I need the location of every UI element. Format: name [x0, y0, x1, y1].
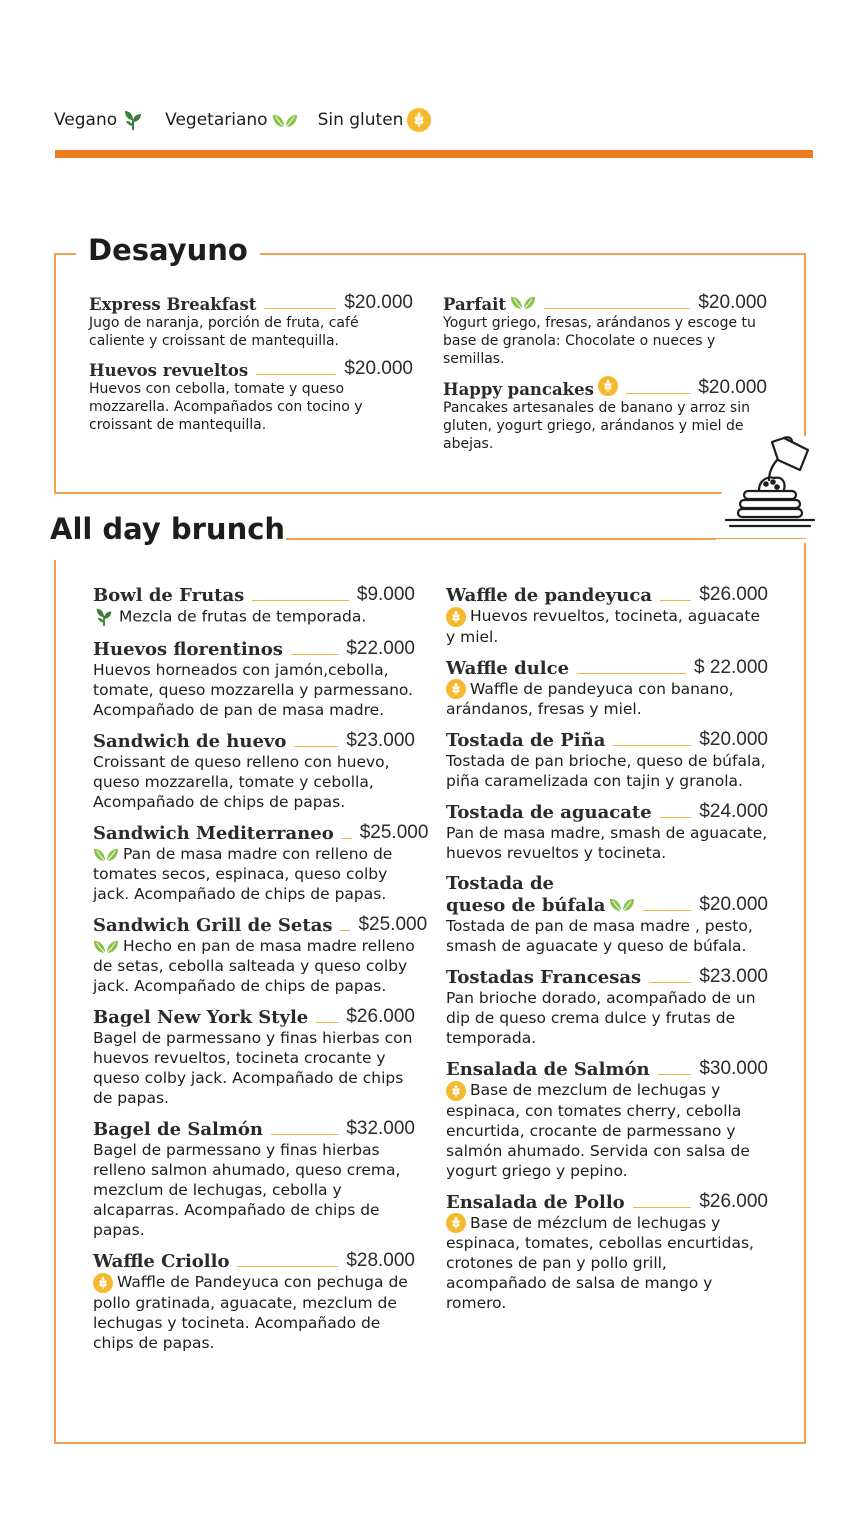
menu-item-header [446, 1191, 768, 1213]
gluten-free-wheat-icon [446, 1081, 466, 1101]
menu-item-description [446, 823, 768, 863]
menu-item-name: Huevos florentinos [93, 639, 283, 660]
menu-item-name-line1: Tostada de [446, 873, 554, 894]
menu-item-name: Bagel de Salmón [93, 1119, 263, 1140]
menu-item-price: $26.000 [699, 1190, 768, 1212]
menu-item-price: $22.000 [346, 638, 415, 659]
menu-item-description-text: Pan de masa madre con relleno de tomates secos, espinaca, queso colby jack. Acompañado de chips de papas. [93, 845, 393, 903]
desayuno-right-column [443, 292, 767, 453]
menu-item [93, 1118, 415, 1240]
menu-item-price: $24.000 [699, 801, 768, 822]
menu-item-description-text: Base de mézclum de lechugas y espinaca, tomates, cebollas encurtidas, crotones de pan y pollo grill, acompañado de salsa de mango y romero. [446, 1213, 754, 1312]
menu-item-description [89, 314, 413, 350]
menu-item [446, 584, 768, 647]
menu-item-header [93, 822, 429, 844]
menu-item-price: $20.000 [699, 729, 768, 750]
price-leader-line [660, 600, 691, 601]
price-leader-line [660, 817, 692, 818]
menu-item-description [93, 1028, 415, 1108]
menu-item-header [93, 1250, 415, 1272]
menu-item-price: $20.000 [698, 377, 767, 398]
legend-gluten-free-label: Sin gluten [317, 110, 404, 130]
menu-item [446, 1191, 768, 1314]
menu-item-header [446, 801, 768, 823]
menu-item-header [93, 584, 415, 606]
menu-item-name: Sandwich Mediterraneo [93, 823, 334, 844]
menu-item-price: $20.000 [699, 894, 768, 915]
menu-item-header [446, 894, 768, 916]
menu-item-header [446, 966, 768, 988]
price-leader-line [613, 745, 691, 746]
menu-item-header [443, 292, 767, 314]
menu-item-name: Waffle de pandeyuca [446, 585, 652, 606]
menu-item-description [93, 660, 415, 720]
menu-item-description [446, 606, 768, 647]
menu-item [93, 584, 415, 628]
menu-item-name: Huevos revueltos [89, 361, 249, 380]
menu-item-description-text: Huevos revueltos, tocineta, aguacate y miel. [446, 607, 761, 646]
menu-item-price: $25.000 [358, 914, 428, 935]
menu-item-description [93, 936, 415, 996]
menu-item-description-text: Pancakes artesanales de banano y arroz sin gluten, yogurt griego, arándanos y miel de abejas. [443, 400, 750, 452]
menu-item [93, 1006, 415, 1108]
price-leader-line [271, 1134, 338, 1135]
legend-vegetarian [165, 110, 297, 130]
menu-item-description-text: Pan de masa madre, smash de aguacate, huevos revueltos y tocineta. [446, 824, 768, 862]
menu-item [446, 801, 768, 863]
legend-vegan [54, 108, 145, 132]
menu-item-description-text: Huevos horneados con jamón,cebolla, tomate, queso mozzarella y parmessano. Acompañado de pan de masa madre. [93, 661, 414, 719]
desayuno-left-column [89, 292, 413, 434]
menu-item-description [93, 1272, 415, 1353]
price-leader-line [316, 1022, 338, 1023]
price-leader-line [256, 374, 336, 375]
price-leader-line [294, 746, 338, 747]
brunch-title-rule [286, 538, 716, 540]
menu-item-name: Bagel New York Style [93, 1007, 309, 1028]
price-leader-line [633, 1207, 692, 1208]
brunch-title: All day brunch [40, 512, 297, 546]
menu-item-description-text: Hecho en pan de masa madre relleno de setas, cebolla salteada y queso colby jack. Acompañado de chips de papas. [93, 937, 415, 995]
diet-legend [54, 108, 451, 132]
legend-vegan-label: Vegano [54, 110, 118, 130]
menu-item-price: $20.000 [344, 292, 413, 313]
menu-item-description [443, 314, 767, 368]
menu-item-description [93, 606, 415, 628]
header-divider [55, 150, 813, 158]
menu-item-description-text: Yogurt griego, fresas, arándanos y escoge tu base de granola: Chocolate o nueces y semillas. [443, 315, 756, 367]
menu-item-price: $32.000 [346, 1118, 415, 1139]
menu-item-description [446, 916, 768, 956]
menu-item-header [443, 376, 767, 399]
menu-item [446, 657, 768, 720]
menu-item-header [446, 729, 768, 751]
price-leader-line [340, 930, 350, 931]
desayuno-title: Desayuno [76, 233, 260, 267]
menu-item-description [89, 380, 413, 434]
menu-item-description [446, 1080, 768, 1181]
gluten-free-wheat-icon [446, 607, 466, 627]
vegan-leaf-icon [93, 606, 115, 628]
menu-item-header [446, 584, 768, 606]
pancakes-illustration [722, 436, 822, 536]
menu-item-name: Parfait [443, 295, 507, 314]
menu-item-description-text: Base de mezclum de lechugas y espinaca, con tomates cherry, cebolla encurtida, crocante de parmessano y salmón ahumado. Servida con salsa de yogurt griego y pepino. [446, 1081, 750, 1180]
gluten-free-wheat-icon [446, 679, 466, 699]
price-leader-line [237, 1266, 338, 1267]
price-leader-line [643, 910, 691, 911]
menu-item-header [446, 657, 768, 679]
menu-item [446, 729, 768, 791]
menu-item-header [93, 914, 428, 936]
menu-item-name: Sandwich de huevo [93, 731, 287, 752]
menu-item-price: $ 22.000 [694, 656, 768, 678]
menu-item-price: $9.000 [356, 584, 415, 605]
price-leader-line [658, 1074, 692, 1075]
menu-item [446, 966, 768, 1048]
menu-item-description-text: Croissant de queso relleno con huevo, queso mozzarella, tomate y cebolla, Acompañado de chips de papas. [93, 753, 390, 811]
vegetarian-leaf-icon [272, 112, 298, 129]
menu-item-header [93, 638, 415, 660]
brunch-left-column [93, 584, 429, 1353]
menu-item-name: queso de búfala [446, 895, 606, 916]
menu-item [446, 1058, 768, 1181]
menu-item-description-text: Huevos con cebolla, tomate y queso mozzarella. Acompañados con tocino y croissant de mantequilla. [89, 381, 363, 433]
vegan-leaf-icon [121, 108, 145, 132]
menu-item-price: $23.000 [346, 730, 415, 751]
menu-item-description [93, 1140, 415, 1240]
menu-item-name: Bowl de Frutas [93, 585, 245, 606]
menu-item-description [446, 1213, 768, 1314]
menu-item-description [446, 988, 768, 1048]
menu-item-name: Happy pancakes [443, 380, 594, 399]
menu-item-price: $26.000 [699, 584, 768, 605]
gluten-free-wheat-icon [598, 376, 618, 396]
menu-item-header [93, 1006, 415, 1028]
menu-item-price: $26.000 [346, 1006, 415, 1027]
vegetarian-leaf-icon [609, 896, 635, 913]
menu-item-price: $20.000 [344, 358, 413, 379]
price-leader-line [252, 600, 349, 601]
menu-item-price: $28.000 [346, 1250, 415, 1271]
menu-item-description-text: Jugo de naranja, porción de fruta, café caliente y croissant de mantequilla. [89, 315, 359, 349]
vegetarian-leaf-icon [93, 938, 119, 955]
price-leader-line [291, 654, 338, 655]
menu-item-header [446, 1058, 768, 1080]
menu-item-price: $30.000 [699, 1058, 768, 1079]
menu-item-description-text: Waffle de pandeyuca con banano, arándanos, fresas y miel. [446, 679, 734, 718]
price-leader-line [626, 393, 690, 394]
gluten-free-wheat-icon [446, 1213, 466, 1233]
gluten-free-wheat-icon [93, 1273, 113, 1293]
menu-item-description [93, 844, 415, 904]
vegetarian-leaf-icon [93, 846, 119, 863]
menu-item-price: $20.000 [698, 292, 767, 313]
legend-vegetarian-label: Vegetariano [165, 110, 268, 130]
menu-item-description-text: Mezcla de frutas de temporada. [119, 607, 367, 626]
menu-item-name: Tostada de Piña [446, 730, 606, 751]
menu-item [93, 730, 415, 812]
price-leader-line [649, 982, 691, 983]
menu-item-description-text: Waffle de Pandeyuca con pechuga de pollo gratinada, aguacate, mezclum de lechugas y tocineta. Acompañado de chips de papas. [93, 1273, 408, 1352]
menu-item-description [446, 751, 768, 791]
menu-item-description-text: Tostada de pan de masa madre , pesto, smash de aguacate y queso de búfala. [446, 917, 753, 955]
price-leader-line [544, 308, 690, 309]
price-leader-line [264, 308, 336, 309]
menu-item-name: Waffle Criollo [93, 1251, 230, 1272]
menu-item-name: Express Breakfast [89, 295, 257, 314]
menu-item-name: Waffle dulce [446, 657, 570, 679]
price-leader-line [577, 673, 686, 674]
menu-item-description-text: Pan brioche dorado, acompañado de un dip de queso crema dulce y frutas de temporada. [446, 989, 756, 1047]
menu-item-description [93, 752, 415, 812]
menu-item [93, 638, 415, 720]
menu-item-name: Ensalada de Salmón [446, 1059, 650, 1080]
menu-item [89, 292, 413, 350]
menu-item [443, 292, 767, 368]
brunch-right-column [446, 584, 768, 1313]
menu-item [89, 358, 413, 434]
menu-item-price: $25.000 [359, 822, 429, 843]
menu-item-name: Sandwich Grill de Setas [93, 915, 333, 936]
menu-item-header [93, 1118, 415, 1140]
menu-item-description-text: Bagel de parmessano y finas hierbas con huevos revueltos, tocineta crocante y queso colby jack. Acompañado de chips de papas. [93, 1029, 413, 1107]
menu-item [93, 1250, 415, 1353]
gluten-free-wheat-icon [407, 108, 431, 132]
price-leader-line [342, 838, 352, 839]
menu-item-header [89, 358, 413, 380]
menu-item-description-text: Bagel de parmessano y finas hierbas relleno salmon ahumado, queso crema, mezclum de lechugas, cebolla y alcaparras. Acompañado de chips de papas. [93, 1141, 401, 1239]
menu-item-header [93, 730, 415, 752]
menu-item-price: $23.000 [699, 966, 768, 987]
menu-item [446, 873, 768, 956]
menu-item [93, 914, 428, 996]
menu-item-name: Ensalada de Pollo [446, 1191, 625, 1213]
menu-item-description [443, 399, 767, 453]
menu-item-description-text: Tostada de pan brioche, queso de búfala, piña caramelizada con tajin y granola. [446, 752, 766, 790]
vegetarian-leaf-icon [510, 294, 536, 311]
menu-item [443, 376, 767, 453]
menu-item [93, 822, 429, 904]
menu-item-header [89, 292, 413, 314]
menu-item-name: Tostada de aguacate [446, 802, 652, 823]
menu-item-description [446, 679, 768, 720]
menu-item-name: Tostadas Francesas [446, 967, 642, 988]
legend-gluten-free [318, 108, 432, 132]
